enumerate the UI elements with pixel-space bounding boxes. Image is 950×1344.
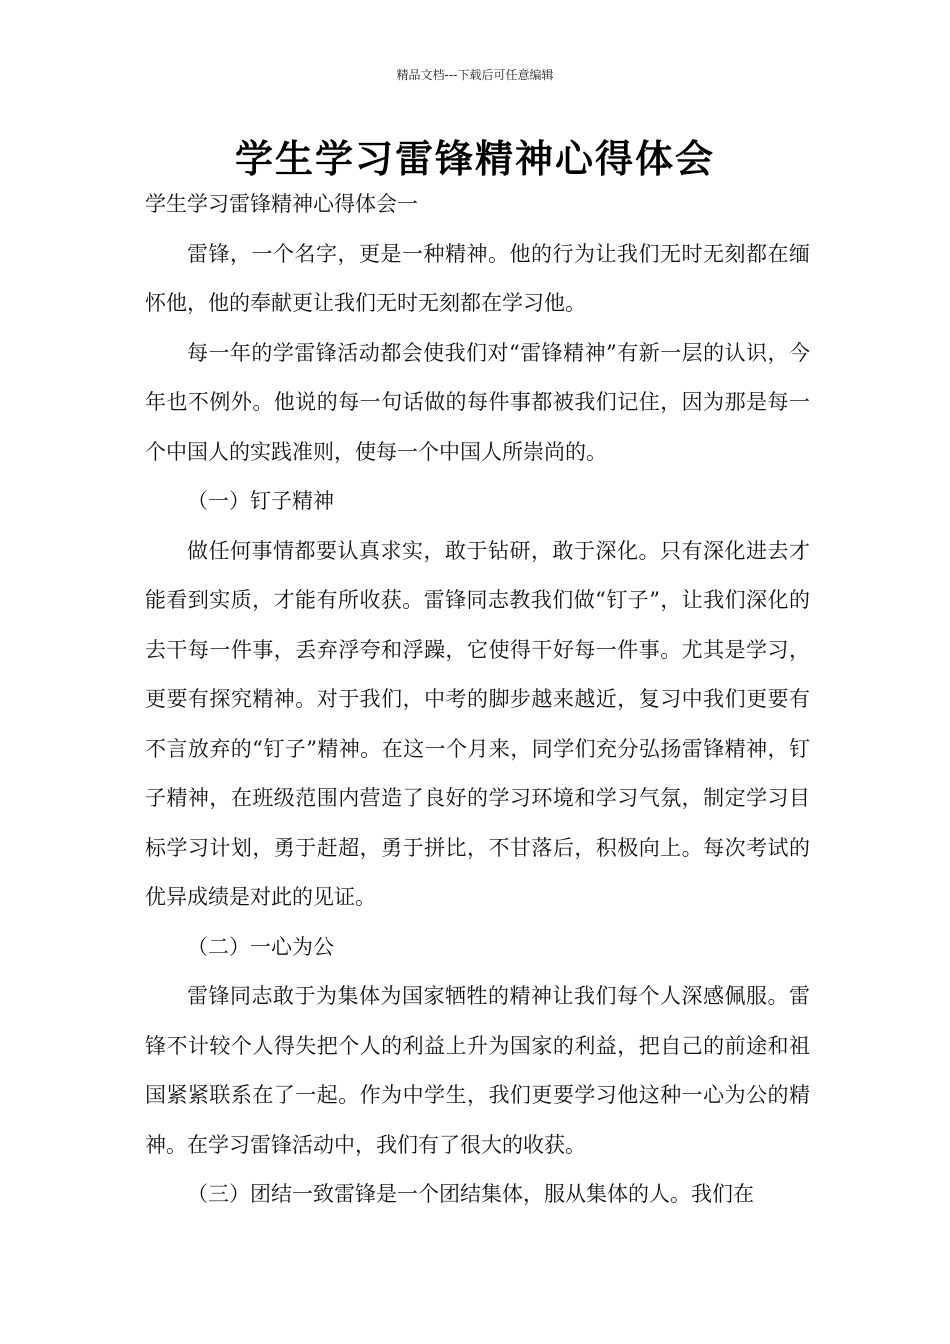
paragraph-intro: 雷锋，一个名字，更是一种精神。他的行为让我们无时无刻都在缅怀他，他的奉献更让我们无时无刻都在学习他。	[145, 241, 810, 315]
paragraph-annual-activity: 每一年的学雷锋活动都会使我们对“雷锋精神”有新一层的认识，今年也不例外。他说的每一句话做的每件事都被我们记住，因为那是每一个中国人的实践准则，使每一个中国人所崇尚的。	[145, 340, 810, 464]
section-subtitle: 学生学习雷锋精神心得体会一	[145, 192, 418, 216]
document-body	[145, 180, 810, 1220]
paragraph-unity: （三）团结一致雷锋是一个团结集体，服从集体的人。我们在	[187, 1182, 754, 1206]
paragraph-nail-spirit: 做任何事情都要认真求实，敢于钻研，敢于深化。只有深化进去才能看到实质，才能有所收获。雷锋同志教我们做“钉子”，让我们深化的去干每一件事，丢弃浮夸和浮躁，它使得干好每一件事。尤其是学习，更要有探究精神。对于我们，中考的脚步越来越近，复习中我们更要有不言放弃的“钉子”精神。在这一个月来，同学们充分弘扬雷锋精神，钉子精神，在班级范围内营造了良好的学习环境和学习气氛，制定学习目标学习计划，勇于赶超，勇于拼比，不甘落后，积极向上。每次考试的优异成绩是对此的见证。	[145, 538, 810, 909]
header-note: 精品文档---下载后可任意编辑	[396, 68, 554, 82]
document-title: 学生学习雷锋精神心得体会	[234, 137, 715, 181]
section-heading-public-spirit: （二）一心为公	[187, 934, 334, 959]
paragraph-public-spirit: 雷锋同志敢于为集体为国家牺牲的精神让我们每个人深感佩服。雷锋不计较个人得失把个人的利益上升为国家的利益，把自己的前途和祖国紧紧联系在了一起。作为中学生，我们更要学习他这种一心为公的精神。在学习雷锋活动中，我们有了很大的收获。	[145, 984, 810, 1157]
section-heading-nail-spirit: （一）钉子精神	[187, 489, 334, 513]
